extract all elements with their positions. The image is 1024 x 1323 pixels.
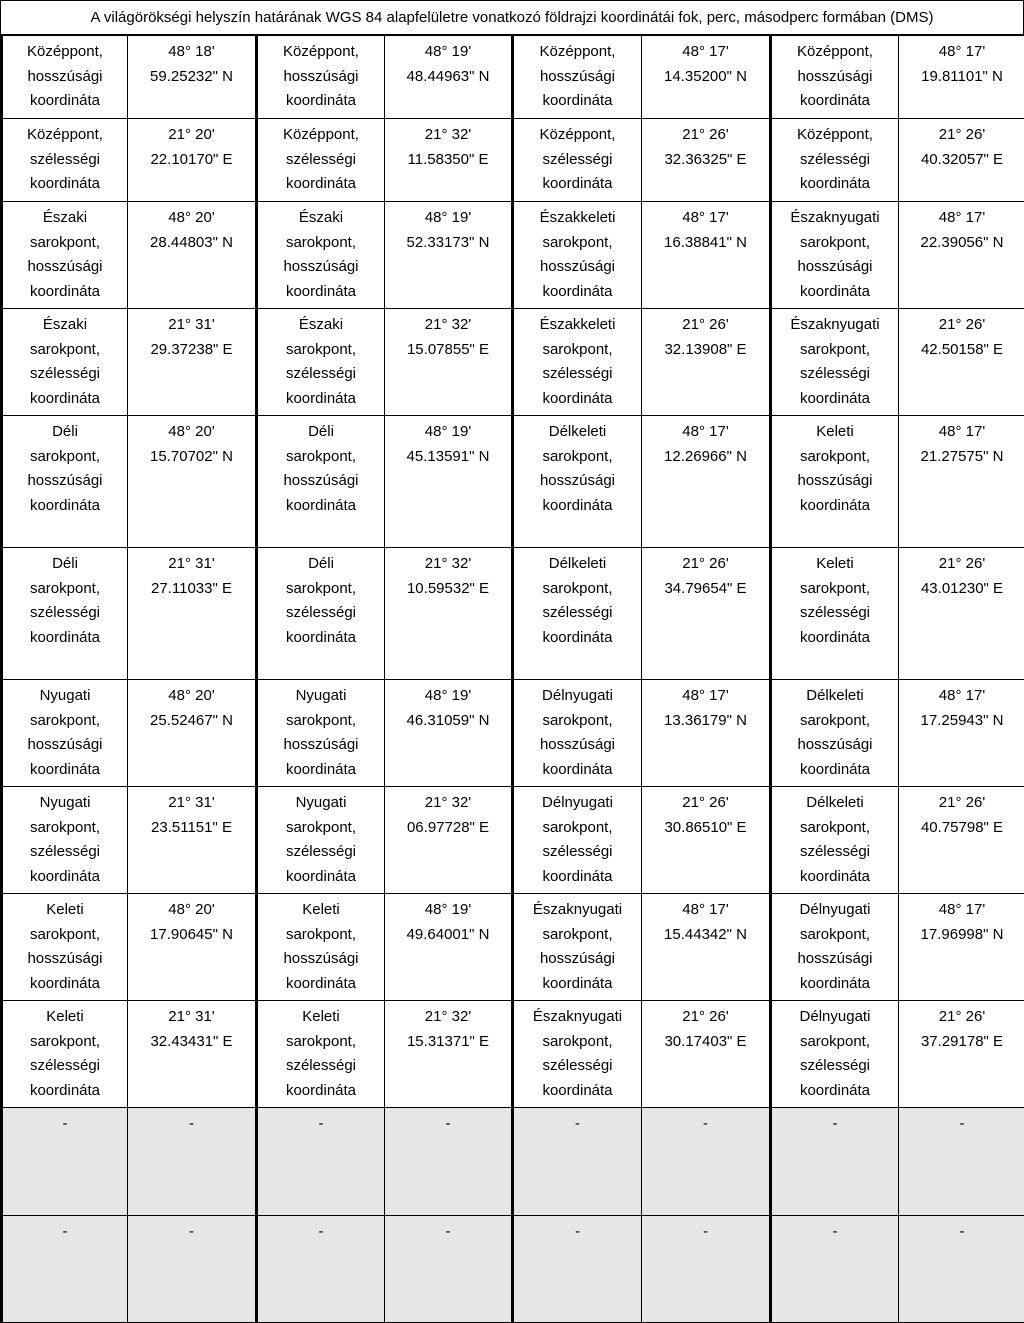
value-cell: - xyxy=(899,1216,1024,1323)
table-row xyxy=(2,894,1024,1001)
label-cell: - xyxy=(513,1108,642,1216)
value-cell: 48° 19' 49.64001" N xyxy=(385,894,513,1001)
label-cell: Középpont, hosszúsági koordináta xyxy=(771,36,899,119)
label-cell: Északnyugati sarokpont, hosszúsági koordináta xyxy=(771,202,899,309)
value-cell: 48° 17' 17.25943" N xyxy=(899,680,1024,787)
value-cell: - xyxy=(642,1216,771,1323)
label-cell: - xyxy=(771,1108,899,1216)
value-cell: 48° 17' 16.38841" N xyxy=(642,202,771,309)
label-cell: Északnyugati sarokpont, szélességi koordináta xyxy=(771,309,899,416)
label-cell: Délnyugati sarokpont, hosszúsági koordináta xyxy=(513,680,642,787)
value-cell: 21° 26' 40.75798" E xyxy=(899,787,1024,894)
label-cell: Délkeleti sarokpont, hosszúsági koordináta xyxy=(771,680,899,787)
value-cell: 48° 19' 45.13591" N xyxy=(385,416,513,548)
value-cell: 21° 20' 22.10170" E xyxy=(128,119,257,202)
label-cell: Északkeleti sarokpont, szélességi koordináta xyxy=(513,309,642,416)
value-cell: 48° 18' 59.25232" N xyxy=(128,36,257,119)
table-row xyxy=(2,309,1024,416)
value-cell: 21° 32' 10.59532" E xyxy=(385,548,513,680)
value-cell: 21° 32' 15.07855" E xyxy=(385,309,513,416)
table-row xyxy=(2,416,1024,548)
label-cell: Nyugati sarokpont, szélességi koordináta xyxy=(257,787,385,894)
label-cell: Délkeleti sarokpont, hosszúsági koordináta xyxy=(513,416,642,548)
label-cell: Északi sarokpont, hosszúsági koordináta xyxy=(2,202,128,309)
label-cell: Nyugati sarokpont, hosszúsági koordináta xyxy=(257,680,385,787)
table-row xyxy=(2,36,1024,119)
value-cell: 21° 31' 32.43431" E xyxy=(128,1001,257,1108)
value-cell: 48° 20' 15.70702" N xyxy=(128,416,257,548)
value-cell: 48° 20' 28.44803" N xyxy=(128,202,257,309)
value-cell: 21° 26' 32.36325" E xyxy=(642,119,771,202)
table-row xyxy=(2,202,1024,309)
label-cell: Északkeleti sarokpont, hosszúsági koordináta xyxy=(513,202,642,309)
value-cell: 21° 31' 23.51151" E xyxy=(128,787,257,894)
label-cell: Délnyugati sarokpont, szélességi koordináta xyxy=(771,1001,899,1108)
table-row xyxy=(2,1108,1024,1216)
value-cell: 48° 17' 21.27575" N xyxy=(899,416,1024,548)
value-cell: 21° 26' 34.79654" E xyxy=(642,548,771,680)
label-cell: - xyxy=(2,1108,128,1216)
value-cell: 48° 17' 15.44342" N xyxy=(642,894,771,1001)
table-row xyxy=(2,1216,1024,1323)
label-cell: Keleti sarokpont, szélességi koordináta xyxy=(771,548,899,680)
label-cell: - xyxy=(513,1216,642,1323)
value-cell: 48° 20' 17.90645" N xyxy=(128,894,257,1001)
label-cell: Déli sarokpont, szélességi koordináta xyxy=(2,548,128,680)
value-cell: - xyxy=(128,1108,257,1216)
value-cell: - xyxy=(642,1108,771,1216)
value-cell: 21° 26' 37.29178" E xyxy=(899,1001,1024,1108)
value-cell: - xyxy=(385,1216,513,1323)
value-cell: 21° 26' 30.86510" E xyxy=(642,787,771,894)
label-cell: Délnyugati sarokpont, hosszúsági koordináta xyxy=(771,894,899,1001)
label-cell: - xyxy=(257,1216,385,1323)
value-cell: 48° 17' 12.26966" N xyxy=(642,416,771,548)
value-cell: 21° 26' 42.50158" E xyxy=(899,309,1024,416)
value-cell: 48° 17' 14.35200" N xyxy=(642,36,771,119)
label-cell: Délkeleti sarokpont, szélességi koordináta xyxy=(771,787,899,894)
label-cell: Déli sarokpont, hosszúsági koordináta xyxy=(2,416,128,548)
value-cell: 21° 26' 30.17403" E xyxy=(642,1001,771,1108)
label-cell: Középpont, szélességi koordináta xyxy=(513,119,642,202)
table-row xyxy=(2,680,1024,787)
value-cell: 21° 31' 29.37238" E xyxy=(128,309,257,416)
label-cell: Nyugati sarokpont, hosszúsági koordináta xyxy=(2,680,128,787)
label-cell: Középpont, hosszúsági koordináta xyxy=(2,36,128,119)
table-row xyxy=(2,548,1024,680)
value-cell: 21° 26' 43.01230" E xyxy=(899,548,1024,680)
value-cell: 48° 17' 17.96998" N xyxy=(899,894,1024,1001)
value-cell: 48° 17' 22.39056" N xyxy=(899,202,1024,309)
table-row xyxy=(2,119,1024,202)
value-cell: 48° 19' 46.31059" N xyxy=(385,680,513,787)
label-cell: - xyxy=(257,1108,385,1216)
label-cell: Keleti sarokpont, szélességi koordináta xyxy=(2,1001,128,1108)
value-cell: 21° 26' 40.32057" E xyxy=(899,119,1024,202)
label-cell: Keleti sarokpont, hosszúsági koordináta xyxy=(257,894,385,1001)
table-row xyxy=(2,1001,1024,1108)
value-cell: - xyxy=(128,1216,257,1323)
label-cell: Középpont, szélességi koordináta xyxy=(771,119,899,202)
value-cell: - xyxy=(899,1108,1024,1216)
table-title: A világörökségi helyszín határának WGS 84 alapfelületre vonatkozó földrajzi koordinátái fok, perc, másodperc formában (DMS) xyxy=(0,0,1024,35)
label-cell: Keleti sarokpont, hosszúsági koordináta xyxy=(2,894,128,1001)
label-cell: Középpont, szélességi koordináta xyxy=(257,119,385,202)
value-cell: 48° 19' 52.33173" N xyxy=(385,202,513,309)
label-cell: Északi sarokpont, szélességi koordináta xyxy=(2,309,128,416)
label-cell: Északi sarokpont, szélességi koordináta xyxy=(257,309,385,416)
label-cell: - xyxy=(771,1216,899,1323)
value-cell: 21° 32' 06.97728" E xyxy=(385,787,513,894)
label-cell: - xyxy=(2,1216,128,1323)
value-cell: 21° 31' 27.11033" E xyxy=(128,548,257,680)
label-cell: Keleti sarokpont, szélességi koordináta xyxy=(257,1001,385,1108)
value-cell: 21° 26' 32.13908" E xyxy=(642,309,771,416)
value-cell: 48° 19' 48.44963" N xyxy=(385,36,513,119)
coordinates-table xyxy=(0,35,1024,1323)
label-cell: Déli sarokpont, hosszúsági koordináta xyxy=(257,416,385,548)
table-row xyxy=(2,787,1024,894)
label-cell: Középpont, hosszúsági koordináta xyxy=(513,36,642,119)
label-cell: Déli sarokpont, szélességi koordináta xyxy=(257,548,385,680)
label-cell: Középpont, hosszúsági koordináta xyxy=(257,36,385,119)
label-cell: Délkeleti sarokpont, szélességi koordináta xyxy=(513,548,642,680)
label-cell: Középpont, szélességi koordináta xyxy=(2,119,128,202)
value-cell: 48° 20' 25.52467" N xyxy=(128,680,257,787)
value-cell: 48° 17' 13.36179" N xyxy=(642,680,771,787)
label-cell: Keleti sarokpont, hosszúsági koordináta xyxy=(771,416,899,548)
label-cell: Északi sarokpont, hosszúsági koordináta xyxy=(257,202,385,309)
value-cell: 21° 32' 15.31371" E xyxy=(385,1001,513,1108)
label-cell: Nyugati sarokpont, szélességi koordináta xyxy=(2,787,128,894)
value-cell: - xyxy=(385,1108,513,1216)
value-cell: 48° 17' 19.81101" N xyxy=(899,36,1024,119)
label-cell: Északnyugati sarokpont, hosszúsági koordináta xyxy=(513,894,642,1001)
label-cell: Északnyugati sarokpont, szélességi koordináta xyxy=(513,1001,642,1108)
value-cell: 21° 32' 11.58350" E xyxy=(385,119,513,202)
label-cell: Délnyugati sarokpont, szélességi koordináta xyxy=(513,787,642,894)
